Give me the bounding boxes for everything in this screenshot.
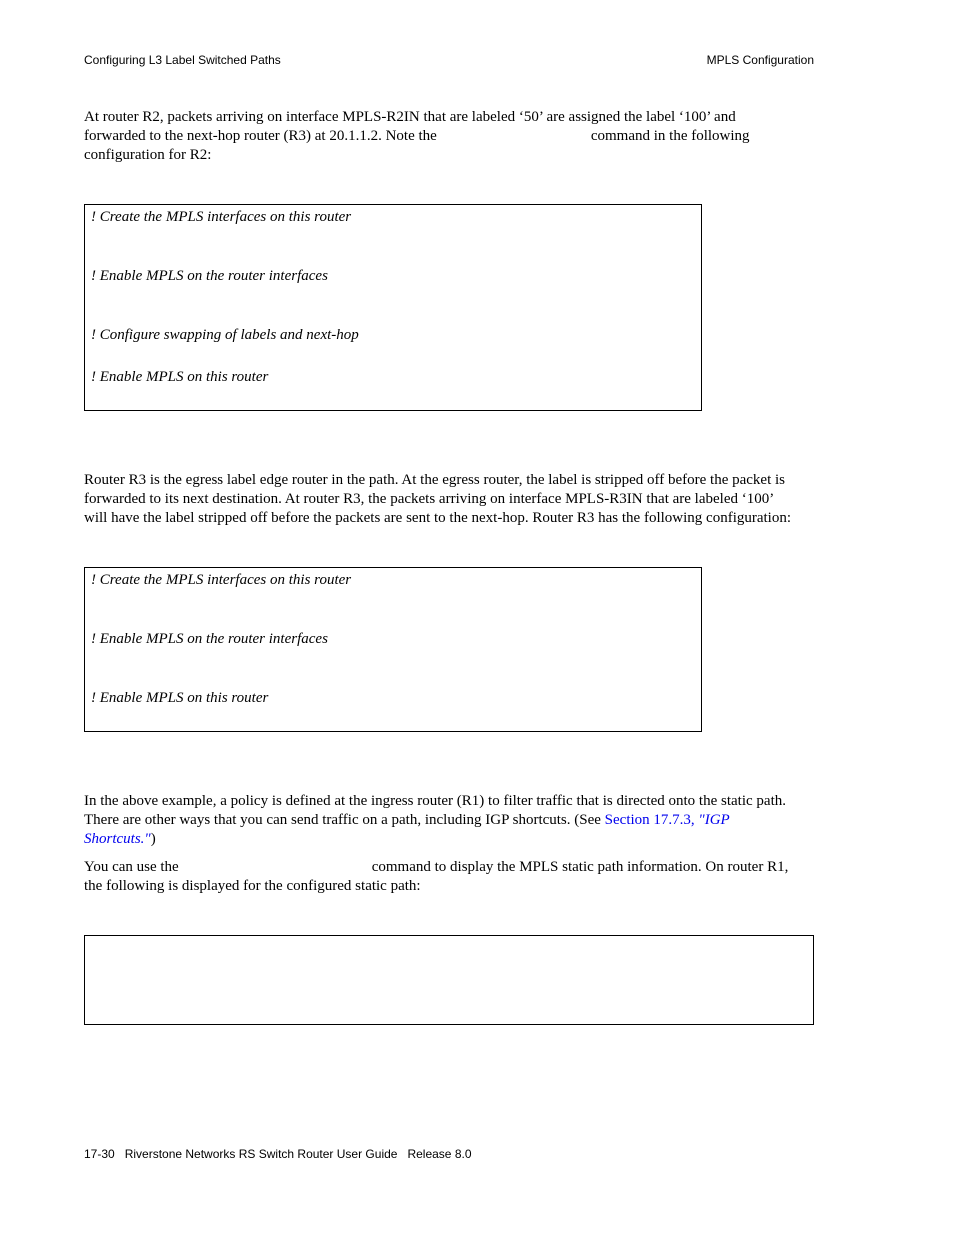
config-comment: ! Create the MPLS interfaces on this router [91,572,352,588]
cross-reference-title-link[interactable]: Shortcuts." [84,831,151,847]
config-comment: ! Create the MPLS interfaces on this router [91,209,352,225]
text-line [84,811,816,830]
text-fragment: command to display the MPLS static path information. On router R1, [371,859,789,875]
paragraph-show-command [84,858,816,896]
text-fragment: forwarded to the next-hop router (R3) at 20.1.1.2. Note the [84,128,437,144]
text-line: configuration for R2: [84,147,212,163]
text-fragment: ) [150,831,156,847]
output-box-r1 [84,935,814,1025]
text-line: will have the label stripped off before the packets are sent to the next-hop. Router R3 has the following configuration: [84,510,792,526]
text-line: forwarded to its next destination. At router R3, the packets arriving on interface MPLS-R3IN that are labeled ‘100’ [84,491,775,507]
config-box-r3 [84,567,702,732]
running-header-left: Configuring L3 Label Switched Paths [84,53,281,67]
text-line [84,127,816,146]
cross-reference-link[interactable]: Section 17.7.3, [604,812,695,828]
paragraph-r3-intro [84,471,816,528]
text-line [84,830,816,849]
paragraph-r2-intro [84,108,816,165]
config-comment: ! Enable MPLS on the router interfaces [91,631,328,647]
text-line [84,858,816,877]
text-fragment: There are other ways that you can send traffic on a path, including IGP shortcuts. (See [84,812,601,828]
config-comment: ! Enable MPLS on this router [91,690,269,706]
text-line: the following is displayed for the configured static path: [84,878,421,894]
cross-reference-title-link[interactable]: "IGP [698,812,730,828]
paragraph-policy-note [84,792,816,849]
text-line: Router R3 is the egress label edge router in the path. At the egress router, the label is stripped off before the packet is [84,472,785,488]
config-comment: ! Enable MPLS on this router [91,369,269,385]
text-fragment: command in the following [590,128,750,144]
running-header-right: MPLS Configuration [706,53,814,67]
text-line: In the above example, a policy is defined at the ingress router (R1) to filter traffic that is directed onto the static path. [84,793,786,809]
running-footer: 17-30 Riverstone Networks RS Switch Router User Guide Release 8.0 [84,1147,472,1161]
config-box-r2 [84,204,702,411]
text-line: At router R2, packets arriving on interface MPLS-R2IN that are labeled ‘50’ are assigned the label ‘100’ and [84,109,736,125]
config-comment: ! Configure swapping of labels and next-hop [91,327,359,343]
text-fragment: You can use the [84,859,179,875]
config-comment: ! Enable MPLS on the router interfaces [91,268,328,284]
